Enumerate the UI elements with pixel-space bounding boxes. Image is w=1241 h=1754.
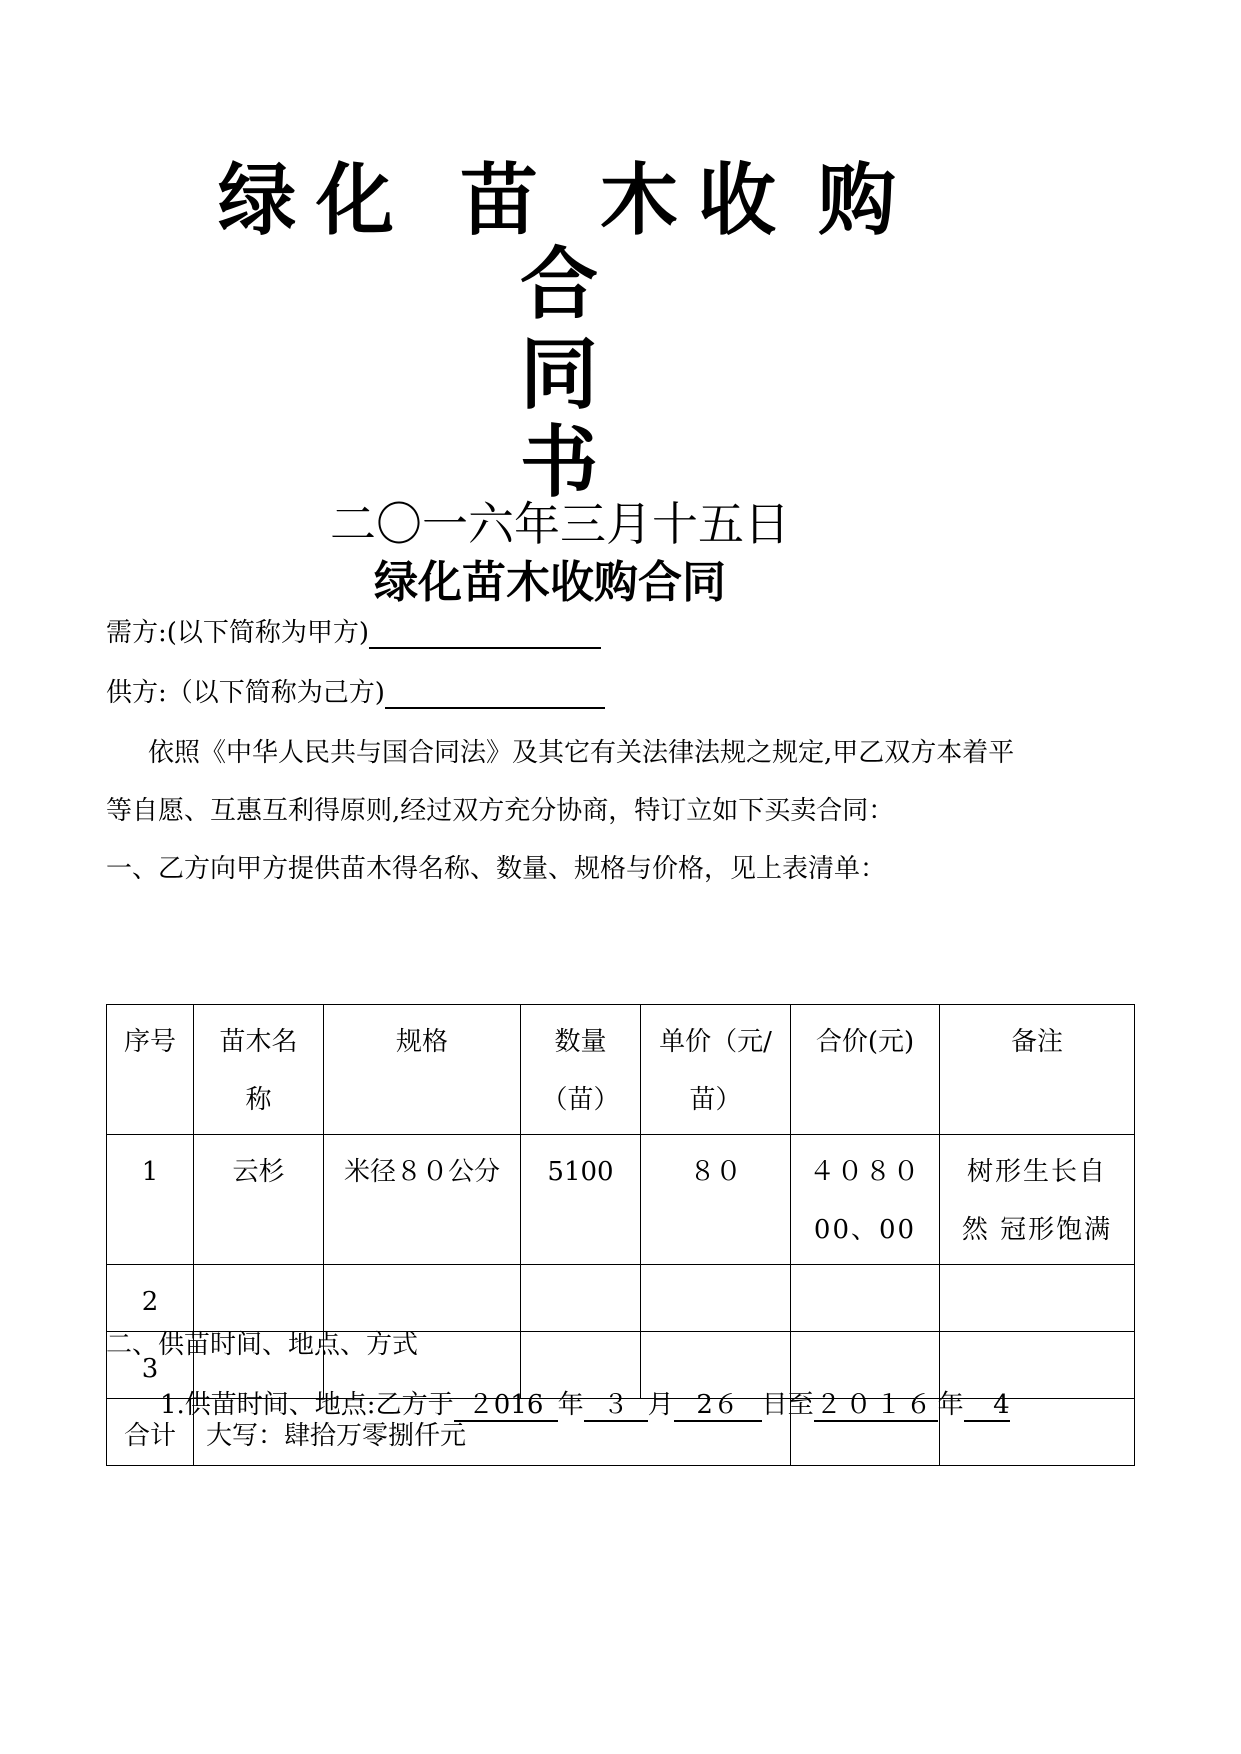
section-1-heading: 一、乙方向甲方提供苗木得名称、数量、规格与价格，见上表清单： [106, 854, 887, 884]
title-char: 书 [520, 418, 599, 508]
cell-price: ８０ [641, 1135, 791, 1265]
delivery-line [160, 1384, 1010, 1422]
delivery-prefix: 1.供苗时间、地点:乙方于 [160, 1390, 454, 1420]
header-price: 单价（元/ 苗） [641, 1005, 791, 1135]
header-remark: 备注 [940, 1005, 1135, 1135]
table-row [107, 1135, 1135, 1265]
header-qty: 数量 （苗） [521, 1005, 641, 1135]
header-total: 合价(元) [791, 1005, 940, 1135]
cell-no: 2 [107, 1265, 194, 1332]
title-char: 购 [818, 156, 897, 246]
title-char: 绿 [218, 156, 297, 246]
day-to-label: 日至 [761, 1390, 814, 1420]
supplier-blank [385, 679, 605, 709]
contract-date: 二〇一六年三月十五日 [330, 497, 790, 551]
delivery-month-end: 4 [964, 1390, 1010, 1422]
header-no: 序号 [107, 1005, 194, 1135]
sum-amount-words: 大写：肆拾万零捌仟元 [194, 1399, 791, 1466]
month-label: 月 [647, 1390, 674, 1420]
title-char: 收 [698, 156, 777, 246]
contract-subtitle: 绿化苗木收购合同 [374, 557, 726, 608]
supplier-line [106, 672, 605, 709]
title-char: 同 [520, 330, 599, 420]
cell-total: ４０８０ 00、00 [791, 1135, 940, 1265]
cell-no: 3 [107, 1332, 194, 1399]
year-label: 年 [937, 1390, 964, 1420]
delivery-month-start: ３ [584, 1390, 648, 1422]
cell-spec: 米径８０公分 [324, 1135, 521, 1265]
title-char: 木 [600, 156, 679, 246]
header-spec: 规格 [324, 1005, 521, 1135]
cell-no: 1 [107, 1135, 194, 1265]
section-2-heading: 二、供苗时间、地点、方式 [106, 1330, 419, 1360]
cell-remark: 树形生长自 然 冠形饱满 [940, 1135, 1135, 1265]
delivery-year-end: ２０１６ [815, 1390, 936, 1420]
intro-line-1: 依照《中华人民共与国合同法》及其它有关法律法规之规定,甲乙双方本着平 [148, 738, 1015, 768]
sum-label: 合计 [107, 1399, 194, 1466]
title-char: 化 [316, 156, 395, 246]
table-header-row [107, 1005, 1135, 1135]
title-char: 合 [520, 240, 599, 330]
buyer-blank [369, 619, 601, 649]
table-row [107, 1265, 1135, 1332]
title-char: 苗 [460, 156, 539, 246]
buyer-line [106, 612, 601, 649]
delivery-year-start: ２016 [454, 1390, 558, 1422]
buyer-label: 需方:(以下简称为甲方) [106, 618, 370, 648]
supplier-label: 供方:（以下简称为己方) [106, 678, 385, 708]
delivery-day-start: 2６ [674, 1390, 762, 1422]
header-name: 苗木名 称 [194, 1005, 324, 1135]
intro-line-2: 等自愿、互惠互利得原则,经过双方充分协商，特订立如下买卖合同： [106, 796, 895, 826]
year-label: 年 [557, 1390, 584, 1420]
cell-qty: 5100 [521, 1135, 641, 1265]
cell-name: 云杉 [194, 1135, 324, 1265]
